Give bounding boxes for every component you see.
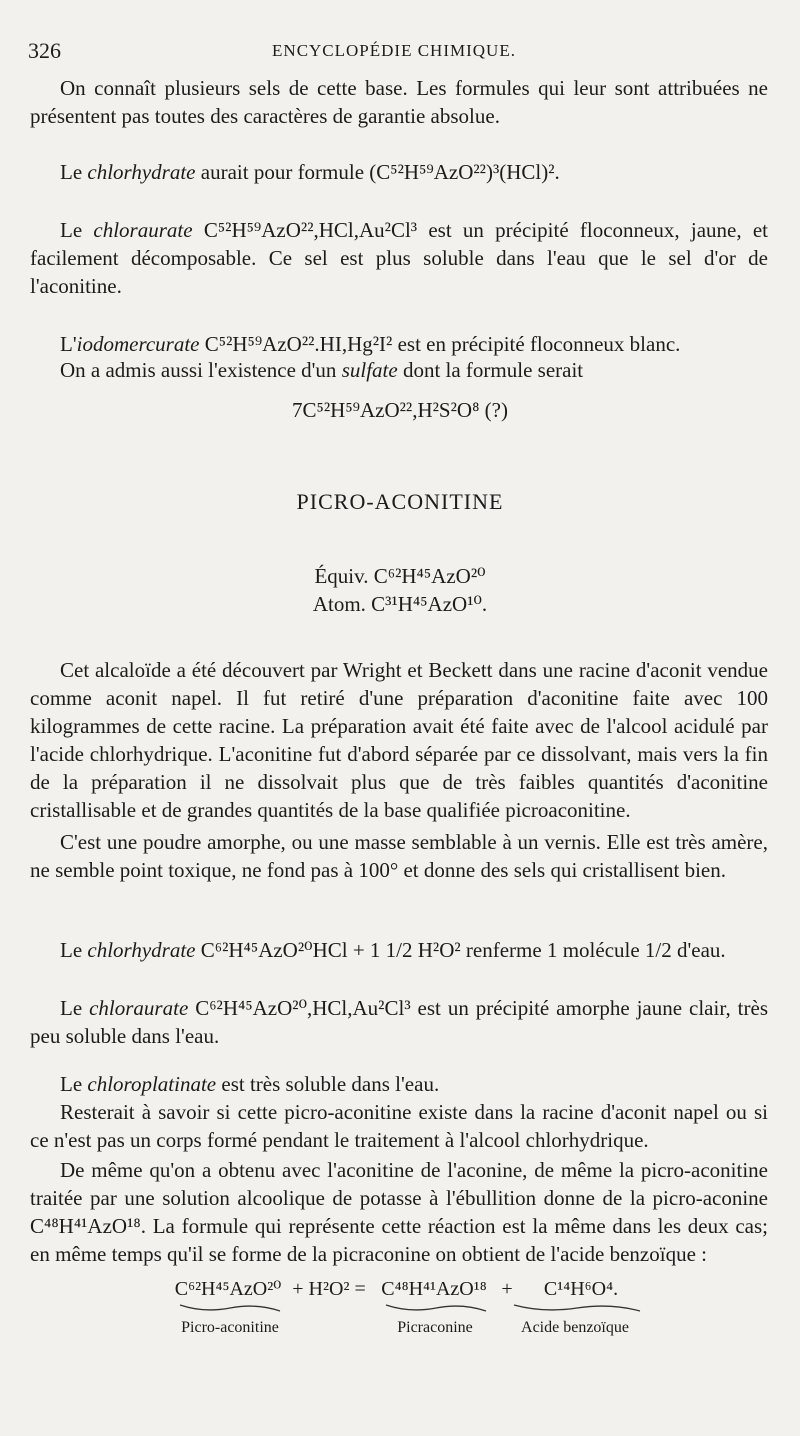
paragraph-chloraurate — [30, 216, 768, 300]
equation-operator-plus: + — [501, 1278, 513, 1300]
text-pre: L' — [60, 332, 77, 356]
paragraph-properties: C'est une poudre amorphe, ou une masse semblable à un vernis. Elle est très amère, ne semble point toxique, ne fond pas à 100° et donne des sels qui cristallisent bien. — [30, 830, 768, 882]
term-chloraurate: chloraurate — [93, 218, 193, 242]
equation-product-picraconine: C⁴⁸H⁴¹AzO¹⁸ — [381, 1278, 487, 1300]
text-pre: Le — [60, 160, 88, 184]
text-post: C⁶²H⁴⁵AzO²⁰HCl + 1 1/2 H²O² renferme 1 molécule 1/2 d'eau. — [195, 938, 726, 962]
paragraph-chlorhydrate — [30, 158, 768, 186]
paragraph-picro-chlorhydrate — [30, 936, 768, 964]
page-number: 326 — [28, 38, 61, 63]
brace-under-benzoic — [512, 1303, 642, 1313]
text-post: C⁵²H⁵⁹AzO²².HI,Hg²I² est en précipité floconneux blanc. — [199, 332, 681, 356]
term-chloroplatinate: chloroplatinate — [87, 1072, 217, 1096]
formula-sulfate: 7C⁵²H⁵⁹AzO²²,H²S²O⁸ (?) — [292, 398, 508, 422]
text-post: C⁶²H⁴⁵AzO²⁰,HCl,Au²Cl³ est un précipité amorphe jaune clair, très peu soluble dans l'eau. — [30, 996, 769, 1048]
paragraph-picro-chloraurate — [30, 994, 768, 1050]
page-header — [28, 38, 760, 62]
equation-reactant: C⁶²H⁴⁵AzO²⁰ — [174, 1278, 282, 1300]
text-pre: Le — [60, 996, 90, 1020]
term-chlorhydrate: chlorhydrate — [87, 160, 196, 184]
text-pre: Le — [60, 938, 88, 962]
paragraph-salts-intro: On connaît plusieurs sels de cette base. Les formules qui leur sont attribuées ne présentent pas toutes des caractères de garantie absolue. — [30, 76, 768, 128]
text-post: C⁵²H⁵⁹AzO²²,HCl,Au²Cl³ est un précipité floconneux, jaune, et facilement décomposable. Ce sel est plus soluble dans l'eau que le sel d'or de l'aconitine. — [30, 218, 768, 298]
reaction-equation — [0, 1276, 800, 1346]
formula-atom: Atom. C³¹H⁴⁵AzO¹⁰. — [312, 592, 488, 616]
term-chlorhydrate: chlorhydrate — [87, 938, 196, 962]
label-picraconine: Picraconine — [397, 1319, 473, 1336]
paragraph-chloroplatinate — [30, 1070, 768, 1098]
paragraph-sulfate — [30, 356, 768, 384]
label-picro-aconitine: Picro-aconitine — [181, 1319, 279, 1336]
formula-equiv: Équiv. C⁶²H⁴⁵AzO²⁰ — [314, 564, 486, 588]
term-iodomercurate: iodomercurate — [76, 332, 200, 356]
text-pre: On a admis aussi l'existence d'un — [60, 358, 342, 382]
equation-operator-plus-water: + H²O² = — [292, 1278, 366, 1300]
running-title: ENCYCLOPÉDIE CHIMIQUE. — [272, 41, 516, 60]
brace-under-reactant — [178, 1303, 282, 1313]
paragraph-discovery: Cet alcaloïde a été découvert par Wright et Beckett dans une racine d'aconit vendue comme aconit napel. Il fut retiré d'une préparation d'aconitine faite avec 100 kilogrammes de cette racine. La préparation avait été faite avec de l'alcool acidulé par l'acide chlorhydrique. L'aconitine fut d'abord séparée par ce dissolvant, mais vers la fin de la préparation il ne dissolvait plus que de très faibles quantités d'aconitine cristallisable et de grandes quantités de la base qualifiée picroaconitine. — [30, 658, 768, 822]
term-chloraurate: chloraurate — [89, 996, 189, 1020]
term-sulfate: sulfate — [341, 358, 398, 382]
text-pre: Le — [60, 218, 94, 242]
section-title: PICRO-ACONITINE — [296, 489, 504, 514]
label-acide-benzoique: Acide benzoïque — [521, 1319, 629, 1336]
text-post: aurait pour formule (C⁵²H⁵⁹AzO²²)³(HCl)². — [195, 160, 560, 184]
text-pre: Le — [60, 1072, 88, 1096]
paragraph-reaction: De même qu'on a obtenu avec l'aconitine de l'aconine, de même la picro-aconitine traitée par une solution alcoolique de potasse à l'ébullition donne de la picro-aconine C⁴⁸H⁴¹AzO¹⁸. La formule qui représente cette réaction est la même dans les deux cas; en même temps qu'il se forme de la picraconine on obtient de l'acide benzoïque : — [30, 1158, 768, 1266]
brace-under-picraconine — [384, 1303, 488, 1313]
equation-product-benzoic: C¹⁴H⁶O⁴. — [543, 1278, 619, 1300]
paragraph-origin-question: Resterait à savoir si cette picro-aconitine existe dans la racine d'aconit napel ou si ce n'est pas un corps formé pendant le traitement à l'alcool chlorhydrique. — [30, 1100, 768, 1152]
text-post: dont la formule serait — [397, 358, 584, 382]
paragraph-iodomercurate — [30, 330, 768, 358]
text-post: est très soluble dans l'eau. — [216, 1072, 440, 1096]
